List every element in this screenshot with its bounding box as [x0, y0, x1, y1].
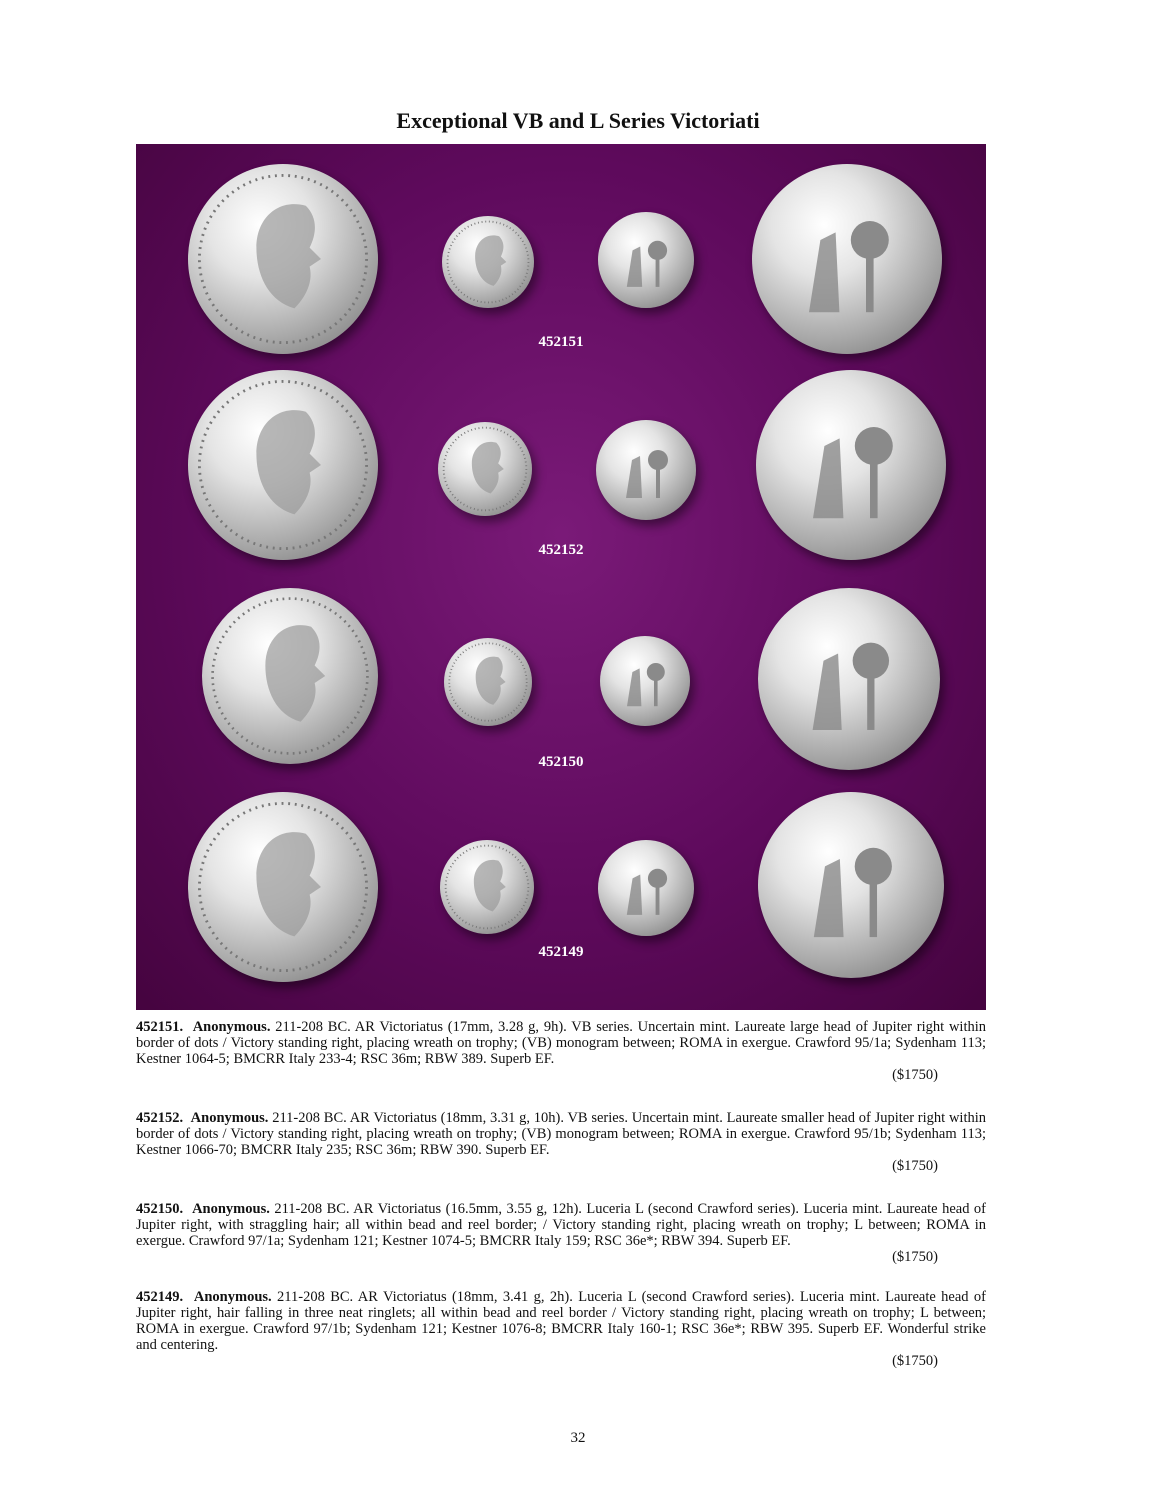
- coin-plate: [136, 144, 986, 1010]
- issuer: Anonymous.: [193, 1289, 272, 1305]
- price: ($1750): [892, 1249, 938, 1265]
- lot-label: 452149: [538, 944, 584, 960]
- lot-number: 452152.: [136, 1110, 184, 1126]
- price: ($1750): [892, 1067, 938, 1083]
- coin-obverse-large: [202, 588, 378, 764]
- catalog-entry-452149: [136, 1289, 986, 1369]
- description: 211-208 BC. AR Victoriatus (18mm, 3.41 g, 2h). Luceria L (second Crawford series). Luceria mint. Laureate head of Jupiter right, hair falling in three neat ringlets; all within bead and reel border / Victory standing right, placing wreath on trophy; L between; ROMA in exergue. Crawford 97/1b; Sydenham 121; Kestner 1076-8; BMCRR Italy 160-1; RSC 36e*; RBW 395. Superb EF. Wonderful strike and centering.: [136, 1289, 987, 1353]
- description: 211-208 BC. AR Victoriatus (18mm, 3.31 g, 10h). VB series. Uncertain mint. Laureate smaller head of Jupiter right within border of dots / Victory standing right, placing wreath on trophy; (VB) monogram between; ROMA in exergue. Crawford 95/1b; Sydenham 113; Kestner 1066-70; BMCRR Italy 235; RSC 36m; RBW 390. Superb EF.: [136, 1110, 987, 1158]
- coin-row-452152: [136, 370, 986, 570]
- coin-obverse-small: [438, 422, 532, 516]
- description: 211-208 BC. AR Victoriatus (16.5mm, 3.55 g, 12h). Luceria L (second Crawford series). Luceria mint. Laureate head of Jupiter right, with straggling hair; all within bead and reel border; / Victory standing right, placing wreath on trophy; L between; ROMA in exergue. Crawford 97/1a; Sydenham 121; Kestner 1074-5; BMCRR Italy 159; RSC 36e*; RBW 394. Superb EF.: [136, 1201, 987, 1249]
- catalog-entry-452150: [136, 1201, 986, 1265]
- coin-obverse-large: [188, 370, 378, 560]
- coin-reverse-large: [756, 370, 946, 560]
- lot-label: 452151: [538, 334, 584, 350]
- issuer: Anonymous.: [190, 1110, 269, 1126]
- lot-number: 452150.: [136, 1201, 184, 1217]
- lot-label: 452150: [538, 754, 584, 770]
- lot-number: 452151.: [136, 1019, 184, 1035]
- catalog-entry-452152: [136, 1110, 986, 1174]
- lot-number: 452149.: [136, 1289, 184, 1305]
- issuer: Anonymous.: [192, 1201, 270, 1217]
- coin-obverse-small: [444, 638, 532, 726]
- price: ($1750): [892, 1158, 938, 1174]
- coin-reverse-small: [598, 840, 694, 936]
- price: ($1750): [892, 1353, 938, 1369]
- page-number: 32: [570, 1430, 586, 1446]
- description: 211-208 BC. AR Victoriatus (17mm, 3.28 g, 9h). VB series. Uncertain mint. Laureate large head of Jupiter right within border of dots / Victory standing right, placing wreath on trophy; (VB) monogram between; ROMA in exergue. Crawford 95/1a; Sydenham 113; Kestner 1064-5; BMCRR Italy 233-4; RSC 36m; RBW 389. Superb EF.: [136, 1019, 987, 1067]
- coin-reverse-small: [596, 420, 696, 520]
- issuer: Anonymous.: [192, 1019, 271, 1035]
- coin-reverse-small: [600, 636, 690, 726]
- page-title: Exceptional VB and L Series Victoriati: [396, 108, 760, 133]
- coin-obverse-small: [440, 840, 534, 934]
- coin-reverse-large: [752, 164, 942, 354]
- catalog-entry-452151: [136, 1019, 986, 1083]
- coin-reverse-small: [598, 212, 694, 308]
- coin-row-452151: [136, 164, 986, 364]
- coin-reverse-large: [758, 588, 940, 770]
- coin-obverse-small: [442, 216, 534, 308]
- coin-row-452150: [136, 588, 986, 788]
- lot-label: 452152: [538, 542, 584, 558]
- coin-obverse-large: [188, 164, 378, 354]
- coin-row-452149: [136, 792, 986, 992]
